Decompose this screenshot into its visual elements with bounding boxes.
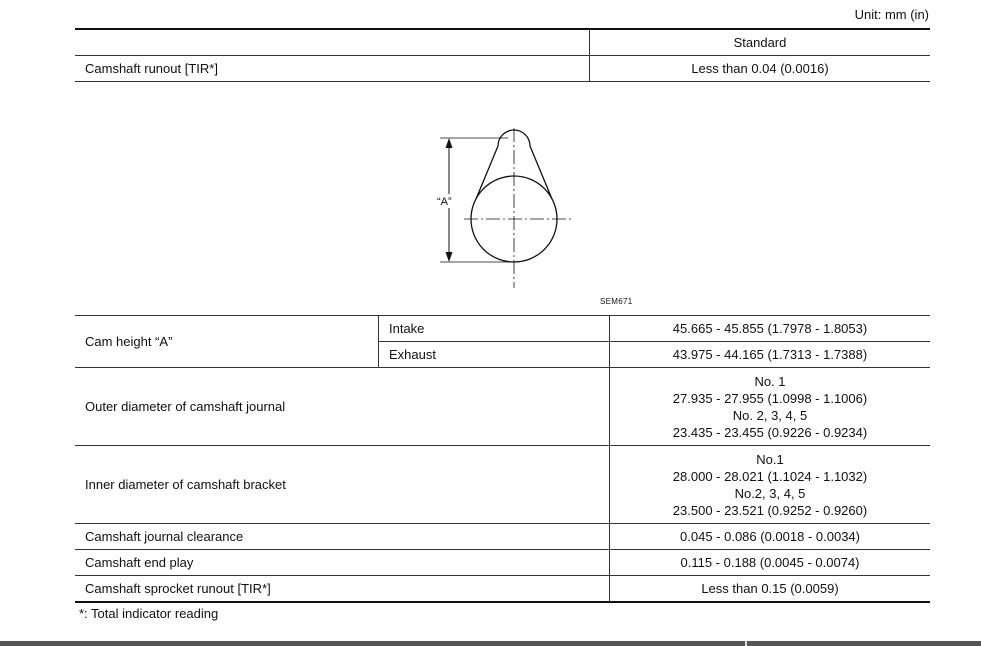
bottom-arrow-icon	[446, 252, 453, 262]
inner-diameter-value	[610, 446, 931, 524]
inner-line: No.2, 3, 4, 5	[734, 485, 806, 501]
top-arrow-icon	[446, 138, 453, 148]
end-play-label: Camshaft end play	[75, 550, 610, 576]
exhaust-value: 43.975 - 44.165 (1.7313 - 1.7388)	[610, 342, 931, 368]
journal-clearance-label: Camshaft journal clearance	[75, 524, 610, 550]
bottom-bar-divider	[745, 641, 747, 646]
empty-header-cell	[75, 29, 590, 56]
runout-table	[75, 28, 930, 82]
dimension-a-label: “A”	[437, 196, 452, 208]
inner-diameter-label: Inner diameter of camshaft bracket	[75, 446, 610, 524]
camshaft-spec-table	[75, 315, 930, 603]
cam-lobe-diagram	[428, 128, 588, 288]
outer-line: 27.935 - 27.955 (1.0998 - 1.1006)	[672, 390, 868, 406]
outer-line: 23.435 - 23.455 (0.9226 - 0.9234)	[672, 424, 868, 440]
exhaust-label: Exhaust	[379, 342, 610, 368]
cam-height-label: Cam height “A”	[75, 316, 379, 368]
table-header-row	[75, 29, 930, 56]
table-row	[75, 368, 930, 446]
table-row	[75, 550, 930, 576]
journal-clearance-value: 0.045 - 0.086 (0.0018 - 0.0034)	[610, 524, 931, 550]
unit-label: Unit: mm (in)	[854, 7, 929, 22]
footnote: *: Total indicator reading	[79, 606, 219, 621]
table-row	[75, 446, 930, 524]
table-row	[75, 316, 930, 342]
standard-header: Standard	[590, 29, 931, 56]
sprocket-runout-label: Camshaft sprocket runout [TIR*]	[75, 576, 610, 603]
inner-line: No.1	[756, 451, 784, 467]
sprocket-runout-value: Less than 0.15 (0.0059)	[610, 576, 931, 603]
table-row	[75, 56, 930, 82]
inner-line: 28.000 - 28.021 (1.1024 - 1.1032)	[672, 468, 868, 484]
camshaft-runout-label: Camshaft runout [TIR*]	[75, 56, 590, 82]
bottom-bar	[0, 641, 981, 646]
camshaft-runout-value: Less than 0.04 (0.0016)	[590, 56, 931, 82]
table-row	[75, 576, 930, 603]
intake-value: 45.665 - 45.855 (1.7978 - 1.8053)	[610, 316, 931, 342]
outer-diameter-value	[610, 368, 931, 446]
outer-line: No. 1	[754, 373, 786, 389]
outer-line: No. 2, 3, 4, 5	[732, 407, 808, 423]
end-play-value: 0.115 - 0.188 (0.0045 - 0.0074)	[610, 550, 931, 576]
outer-diameter-label: Outer diameter of camshaft journal	[75, 368, 610, 446]
table-row	[75, 524, 930, 550]
intake-label: Intake	[379, 316, 610, 342]
inner-line: 23.500 - 23.521 (0.9252 - 0.9260)	[672, 502, 868, 518]
figure-code: SEM671	[600, 297, 633, 306]
